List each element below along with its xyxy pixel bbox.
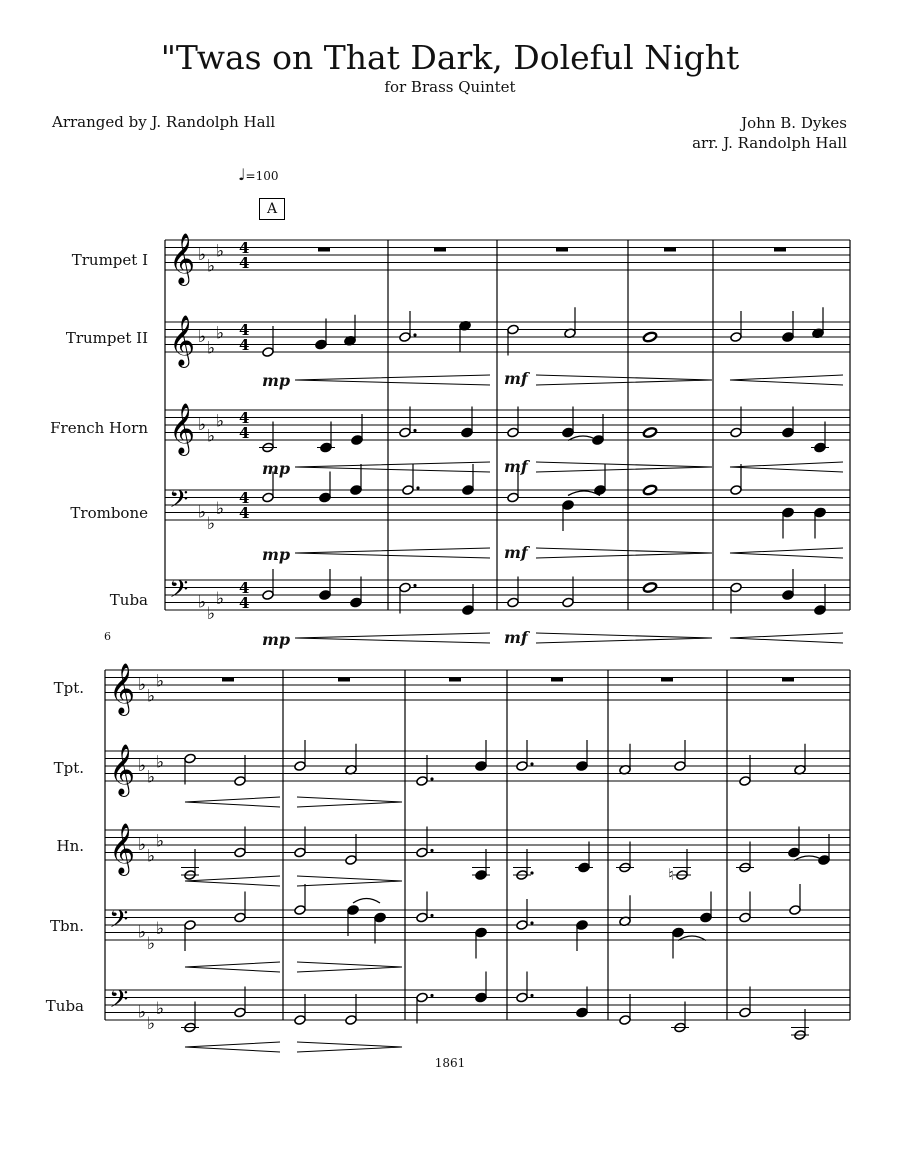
flat-icon: ♭ xyxy=(198,245,207,265)
bass-clef-icon: 𝄢 xyxy=(109,905,129,940)
note-head xyxy=(399,332,411,343)
note-head xyxy=(619,1015,631,1026)
note-head xyxy=(643,427,658,439)
rehearsal-mark: A xyxy=(259,198,285,220)
flat-icon: ♭ xyxy=(207,256,216,277)
dynamic-mf: mf xyxy=(504,369,528,388)
flat-icon: ♭ xyxy=(216,498,225,519)
treble-clef-icon: 𝄞 xyxy=(109,823,136,874)
instrument-name: French Horn xyxy=(50,419,148,437)
diminuendo xyxy=(536,375,712,385)
flat-icon: ♭ xyxy=(156,752,165,773)
note-head xyxy=(402,485,414,496)
note-head xyxy=(576,920,588,931)
whole-rest xyxy=(222,678,234,682)
note-head xyxy=(350,597,362,608)
note-head xyxy=(730,582,742,593)
note-head xyxy=(416,776,428,787)
dynamic-mp: mp xyxy=(262,459,291,478)
note-head xyxy=(730,485,742,496)
note-head xyxy=(347,905,359,916)
arranged-by: Arranged by J. Randolph Hall xyxy=(52,113,276,131)
diminuendo xyxy=(297,1042,402,1052)
note-head xyxy=(416,912,428,923)
note-head xyxy=(674,761,686,772)
note-head xyxy=(319,492,331,503)
note-head xyxy=(475,927,487,938)
flat-icon: ♭ xyxy=(216,411,225,432)
crescendo xyxy=(295,548,490,558)
note-head xyxy=(516,992,528,1003)
flat-icon: ♭ xyxy=(216,323,225,344)
flat-icon: ♭ xyxy=(138,756,147,776)
flat-icon: ♭ xyxy=(156,918,165,939)
footer-year: 1861 xyxy=(434,1056,466,1070)
flat-icon: ♭ xyxy=(198,592,207,613)
diminuendo xyxy=(536,462,712,472)
flat-icon: ♭ xyxy=(147,686,156,707)
treble-clef-icon: 𝄞 xyxy=(169,403,196,454)
flat-icon: ♭ xyxy=(147,767,156,788)
note-head xyxy=(416,992,428,1003)
note-head xyxy=(814,507,826,518)
time-signature-top: 4 xyxy=(239,409,250,427)
score-subtitle: for Brass Quintet xyxy=(384,78,516,96)
note-head xyxy=(782,507,794,518)
note-head xyxy=(576,761,588,772)
note-head xyxy=(643,582,658,594)
diminuendo xyxy=(297,962,402,972)
flat-icon: ♭ xyxy=(147,846,156,867)
note-head xyxy=(351,435,363,446)
whole-rest xyxy=(556,248,568,252)
instrument-abbr: Hn. xyxy=(56,837,84,855)
treble-clef-icon: 𝄞 xyxy=(109,744,136,795)
note-head xyxy=(507,492,519,503)
instrument-abbr: Tpt. xyxy=(53,679,84,697)
instrument-abbr: Tuba xyxy=(45,997,84,1015)
whole-rest xyxy=(338,678,350,682)
note-head xyxy=(399,427,411,438)
dot xyxy=(413,333,416,336)
note-head xyxy=(814,605,826,616)
note-head xyxy=(234,912,246,923)
treble-clef-icon: 𝄞 xyxy=(109,663,136,714)
note-head xyxy=(262,590,274,601)
flat-icon: ♭ xyxy=(207,603,216,624)
dynamic-mf: mf xyxy=(504,628,528,647)
whole-rest xyxy=(782,678,794,682)
note-head xyxy=(516,761,528,772)
diminuendo xyxy=(297,876,402,886)
note-head xyxy=(507,427,519,438)
instrument-name: Trombone xyxy=(70,504,148,522)
flat-icon: ♭ xyxy=(138,675,147,695)
note-head xyxy=(730,332,742,343)
note-head xyxy=(319,590,331,601)
flat-icon: ♭ xyxy=(147,933,156,954)
note-head xyxy=(461,427,473,438)
note-head xyxy=(739,912,751,923)
arranger: arr. J. Randolph Hall xyxy=(692,134,847,152)
natural-icon: ♮ xyxy=(668,865,674,884)
dynamic-mp: mp xyxy=(262,545,291,564)
note-head xyxy=(562,597,574,608)
treble-clef-icon: 𝄞 xyxy=(169,233,196,284)
note-head xyxy=(294,905,306,916)
dynamic-mp: mp xyxy=(262,371,291,390)
note-head xyxy=(374,912,386,923)
note-head xyxy=(234,847,246,858)
crescendo xyxy=(730,375,843,385)
dot xyxy=(530,762,533,765)
crescendo xyxy=(185,876,280,886)
time-signature-bottom: 4 xyxy=(239,594,250,612)
note-head xyxy=(350,485,362,496)
note-head xyxy=(782,590,794,601)
time-signature-top: 4 xyxy=(239,489,250,507)
note-head xyxy=(262,492,274,503)
note-head xyxy=(643,484,658,496)
whole-rest xyxy=(774,248,786,252)
instrument-abbr: Tpt. xyxy=(53,759,84,777)
flat-icon: ♭ xyxy=(138,922,147,943)
flat-icon: ♭ xyxy=(198,502,207,523)
bass-clef-icon: 𝄢 xyxy=(169,485,189,520)
crescendo xyxy=(295,462,490,472)
dot xyxy=(430,994,433,997)
bass-clef-icon: 𝄢 xyxy=(109,985,129,1020)
note-head xyxy=(462,485,474,496)
measure-number: 6 xyxy=(104,630,111,643)
dot xyxy=(530,921,533,924)
dynamic-mf: mf xyxy=(504,543,528,562)
dynamic-mp: mp xyxy=(262,630,291,649)
composer: John B. Dykes xyxy=(741,114,847,132)
score-title: "Twas on That Dark, Doleful Night xyxy=(160,38,740,77)
whole-rest xyxy=(551,678,563,682)
tie xyxy=(353,899,380,904)
quarter-note-icon: ♩ xyxy=(238,165,246,184)
dot xyxy=(530,994,533,997)
dot xyxy=(430,914,433,917)
note-head xyxy=(562,500,574,511)
whole-rest xyxy=(661,678,673,682)
note-head xyxy=(782,427,794,438)
note-head xyxy=(562,427,574,438)
note-head xyxy=(475,992,487,1003)
flat-icon: ♭ xyxy=(216,241,225,262)
note-head xyxy=(475,761,487,772)
diminuendo xyxy=(536,548,712,558)
whole-rest xyxy=(318,248,330,252)
crescendo xyxy=(730,548,843,558)
instrument-name: Tuba xyxy=(109,591,148,609)
note-head xyxy=(739,1007,751,1018)
dot xyxy=(530,871,533,874)
flat-icon: ♭ xyxy=(207,338,216,359)
flat-icon: ♭ xyxy=(138,835,147,855)
note-head xyxy=(399,582,411,593)
dot xyxy=(413,584,416,587)
dot xyxy=(413,429,416,432)
note-head xyxy=(262,347,274,358)
note-head xyxy=(789,905,801,916)
time-signature-bottom: 4 xyxy=(239,336,250,354)
whole-rest xyxy=(664,248,676,252)
note-head xyxy=(782,332,794,343)
note-head xyxy=(345,855,357,866)
time-signature-bottom: 4 xyxy=(239,254,250,272)
note-head xyxy=(643,331,658,343)
flat-icon: ♭ xyxy=(138,1002,147,1023)
flat-icon: ♭ xyxy=(216,588,225,609)
crescendo xyxy=(185,797,280,807)
instrument-name: Trumpet I xyxy=(71,251,148,269)
crescendo xyxy=(185,1042,280,1052)
crescendo xyxy=(295,375,490,385)
whole-rest xyxy=(449,678,461,682)
note-head xyxy=(294,847,306,858)
crescendo xyxy=(185,962,280,972)
flat-icon: ♭ xyxy=(156,671,165,692)
crescendo xyxy=(730,633,843,643)
note-head xyxy=(315,339,327,350)
note-head xyxy=(294,761,306,772)
dot xyxy=(430,849,433,852)
note-head xyxy=(788,847,800,858)
tempo-value: =100 xyxy=(245,169,279,183)
flat-icon: ♭ xyxy=(207,426,216,447)
note-head xyxy=(507,597,519,608)
flat-icon: ♭ xyxy=(198,415,207,435)
flat-icon: ♭ xyxy=(207,513,216,534)
instrument-abbr: Tbn. xyxy=(49,917,84,935)
note-head xyxy=(576,1007,588,1018)
time-signature-bottom: 4 xyxy=(239,504,250,522)
crescendo xyxy=(730,462,843,472)
time-signature-bottom: 4 xyxy=(239,424,250,442)
whole-rest xyxy=(434,248,446,252)
note-head xyxy=(184,753,196,764)
time-signature-top: 4 xyxy=(239,321,250,339)
bass-clef-icon: 𝄢 xyxy=(169,575,189,610)
note-head xyxy=(416,847,428,858)
note-head xyxy=(294,1015,306,1026)
note-head xyxy=(345,1015,357,1026)
note-head xyxy=(700,912,712,923)
instrument-name: Trumpet II xyxy=(65,329,148,347)
note-head xyxy=(462,605,474,616)
note-head xyxy=(672,927,684,938)
crescendo xyxy=(295,633,490,643)
time-signature-top: 4 xyxy=(239,239,250,257)
diminuendo xyxy=(536,633,712,643)
dot xyxy=(430,777,433,780)
time-signature-top: 4 xyxy=(239,579,250,597)
dynamic-mf: mf xyxy=(504,457,528,476)
flat-icon: ♭ xyxy=(156,831,165,852)
treble-clef-icon: 𝄞 xyxy=(169,315,196,366)
flat-icon: ♭ xyxy=(156,998,165,1019)
note-head xyxy=(234,776,246,787)
flat-icon: ♭ xyxy=(147,1013,156,1034)
note-head xyxy=(507,324,519,335)
note-head xyxy=(730,427,742,438)
note-head xyxy=(234,1007,246,1018)
flat-icon: ♭ xyxy=(198,327,207,347)
note-head xyxy=(184,920,196,931)
diminuendo xyxy=(297,797,402,807)
note-head xyxy=(516,920,528,931)
note-head xyxy=(739,776,751,787)
dot xyxy=(416,486,419,489)
